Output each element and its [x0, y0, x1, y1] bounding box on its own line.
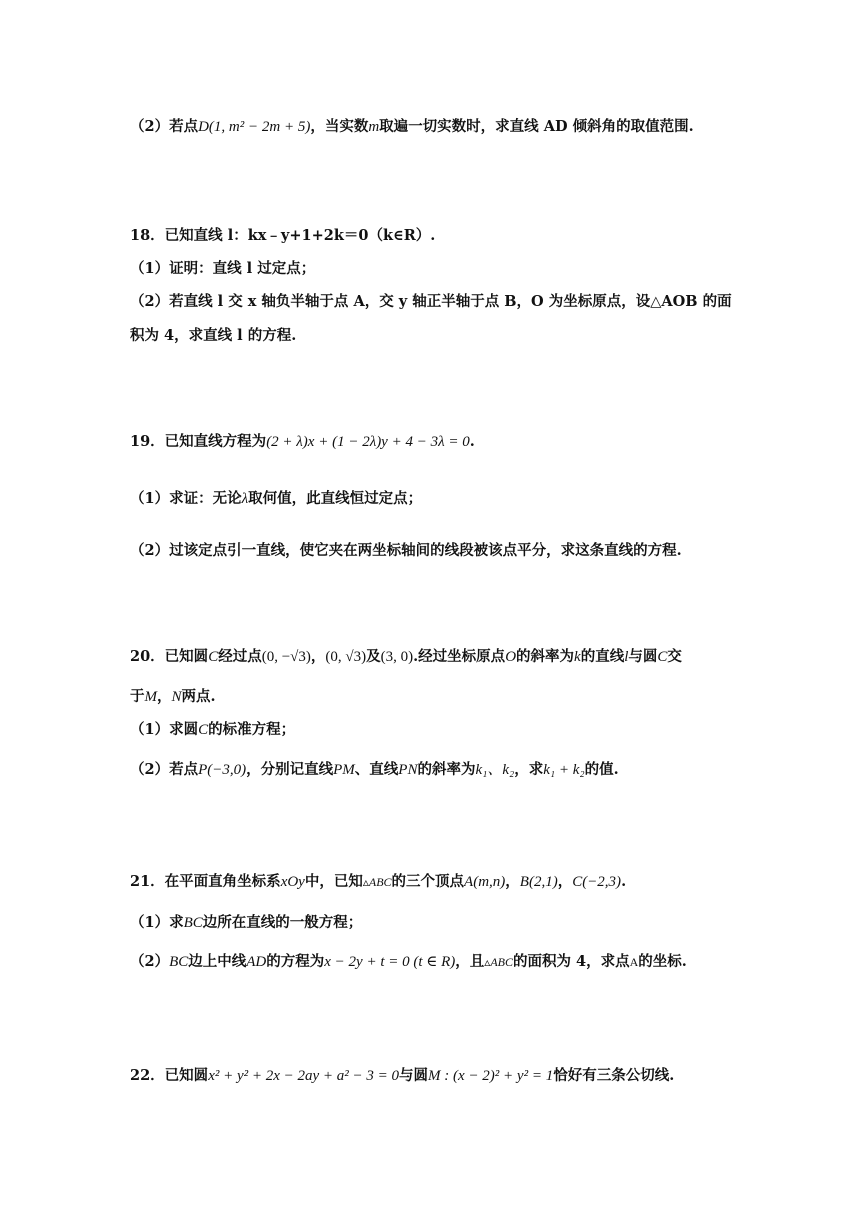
q20-point-1: (0, −√3)	[261, 649, 311, 665]
q18-part2-line2: 积为 4，求直线 l 的方程.	[130, 327, 297, 344]
q19-stem-suffix: .	[469, 433, 475, 450]
q21-point-c: C(−2,3)	[572, 874, 622, 890]
q20-rest2: 的斜率为	[516, 648, 575, 665]
q21-part1-prefix: （1）求	[130, 914, 184, 931]
q21-point-a: A(m,n)	[464, 874, 506, 890]
q17-part2	[130, 116, 800, 138]
q20-part2	[130, 759, 800, 781]
q22-mid: 与圆	[399, 1067, 429, 1084]
q20-var-n: N	[171, 689, 182, 705]
q20-rest1: .经过坐标原点	[413, 648, 506, 665]
q20-sep: ，	[310, 648, 326, 665]
q20-part2-mid2: 、直线	[354, 761, 399, 778]
q20-line2-suffix: 两点.	[181, 688, 216, 705]
q18-part1: （1）证明：直线 l 过定点；	[130, 260, 316, 277]
q20-var-c2: C	[657, 649, 668, 665]
q20-slope-sum: k₁ + k₂	[543, 762, 585, 778]
q19-stem	[130, 431, 800, 453]
q20-point-p: P(−3,0)	[198, 762, 247, 778]
q20-part1	[130, 719, 800, 741]
q17-part2-mid: ，当实数	[310, 118, 369, 135]
q20-var-l: l	[624, 649, 629, 665]
q17-var-m: m	[368, 119, 380, 135]
q21-xoy: xOy	[280, 874, 305, 890]
q20-part1-var-c: C	[198, 722, 209, 738]
q20-line2-prefix: 于	[130, 688, 145, 705]
q22-circle-m: M : (x − 2)² + y² = 1	[428, 1068, 554, 1084]
q21-part2-mid2: 的方程为	[266, 953, 325, 970]
q20-point-2: (0, √3)	[325, 649, 367, 665]
q21-sep2: ，	[557, 873, 573, 890]
q22-suffix: 恰好有三条公切线.	[553, 1067, 675, 1084]
q20-rest5: 交	[667, 648, 682, 665]
q21-suffix: .	[621, 873, 627, 890]
q20-part2-mid1: ，分别记直线	[246, 761, 334, 778]
q20-var-o: O	[505, 649, 517, 665]
q21-part1-suffix: 边所在直线的一般方程；	[202, 914, 363, 931]
q21-prefix: 21．在平面直角坐标系	[130, 873, 281, 890]
q19-part1-prefix: （1）求证：无论	[130, 490, 242, 507]
q21-sep1: ，	[505, 873, 520, 890]
q21-part1	[130, 912, 800, 934]
q21-stem	[130, 871, 800, 893]
q21-mid2: 的三个顶点	[391, 873, 465, 890]
q20-var-m: M	[144, 689, 157, 705]
q21-part2-prefix: （2）	[130, 953, 170, 970]
q20-part2-mid4: ，求	[514, 761, 544, 778]
q20-part2-suffix: 的值.	[584, 761, 619, 778]
q20-line2-sep: ，	[157, 688, 172, 705]
q20-part1-prefix: （1）求圆	[130, 721, 199, 738]
q21-part2-bc: BC	[169, 954, 189, 970]
q21-part2-suffix: 的坐标.	[638, 953, 687, 970]
q20-part2-mid3: 的斜率为	[417, 761, 476, 778]
q20-part1-suffix: 的标准方程；	[208, 721, 296, 738]
q21-part2-mid1: 边上中线	[188, 953, 247, 970]
q20-line-pn: PN	[398, 762, 418, 778]
q17-point-d: D(1, m² − 2m + 5)	[198, 119, 311, 135]
q20-point-3: (3, 0)	[380, 649, 414, 665]
q22-stem	[130, 1065, 800, 1087]
q21-mid1: 中，已知	[304, 873, 363, 890]
q21-part2-mid4: 的面积为 4，求点	[512, 953, 630, 970]
q19-stem-prefix: 19．已知直线方程为	[130, 433, 267, 450]
q20-rest3: 的直线	[580, 648, 625, 665]
q21-part2-ad: AD	[246, 954, 267, 970]
q20-stem-line2	[130, 686, 800, 708]
q21-part2-triangle: ▵ABC	[484, 955, 513, 969]
q21-part2	[130, 951, 800, 973]
q21-triangle: ▵ABC	[362, 875, 392, 889]
q19-equation: (2 + λ)x + (1 − 2λ)y + 4 − 3λ = 0	[266, 434, 470, 450]
q19-part2: （2）过该定点引一直线，使它夹在两坐标轴间的线段被该点平分，求这条直线的方程.	[130, 542, 682, 559]
q19-part1	[130, 488, 800, 510]
q22-prefix: 22．已知圆	[130, 1067, 209, 1084]
q21-part1-bc: BC	[183, 915, 203, 931]
q20-rest4: 与圆	[628, 648, 658, 665]
q20-stem-line1	[130, 646, 800, 668]
q20-var-c: C	[208, 649, 219, 665]
q20-var-k: k	[574, 649, 581, 665]
q19-var-lambda: λ	[241, 491, 249, 507]
q21-part2-a: A	[629, 955, 639, 969]
q21-point-b: B(2,1)	[519, 874, 558, 890]
q21-part2-equation: x − 2y + t = 0 (t ∈ R)	[324, 954, 456, 970]
q22-circle-1: x² + y² + 2x − 2ay + a² − 3 = 0	[208, 1068, 400, 1084]
q20-mid: 经过点	[218, 648, 262, 665]
q18-stem: 18．已知直线 l：kx﹣y+1+2k＝0（k∈R）.	[130, 227, 436, 244]
q20-slopes: k₁、k₂	[475, 762, 515, 778]
q17-part2-prefix: （2）若点	[130, 118, 199, 135]
q19-part1-suffix: 取何值，此直线恒过定点；	[248, 490, 423, 507]
q20-part2-prefix: （2）若点	[130, 761, 199, 778]
q21-part2-mid3: ，且	[455, 953, 485, 970]
q20-prefix: 20．已知圆	[130, 648, 209, 665]
q17-part2-suffix: 取遍一切实数时，求直线 AD 倾斜角的取值范围.	[379, 118, 694, 135]
q20-line-pm: PM	[333, 762, 355, 778]
q20-and: 及	[366, 648, 381, 665]
q18-part2-line1: （2）若直线 l 交 x 轴负半轴于点 A，交 y 轴正半轴于点 B，O 为坐标原点，设△AOB 的面	[130, 293, 732, 310]
